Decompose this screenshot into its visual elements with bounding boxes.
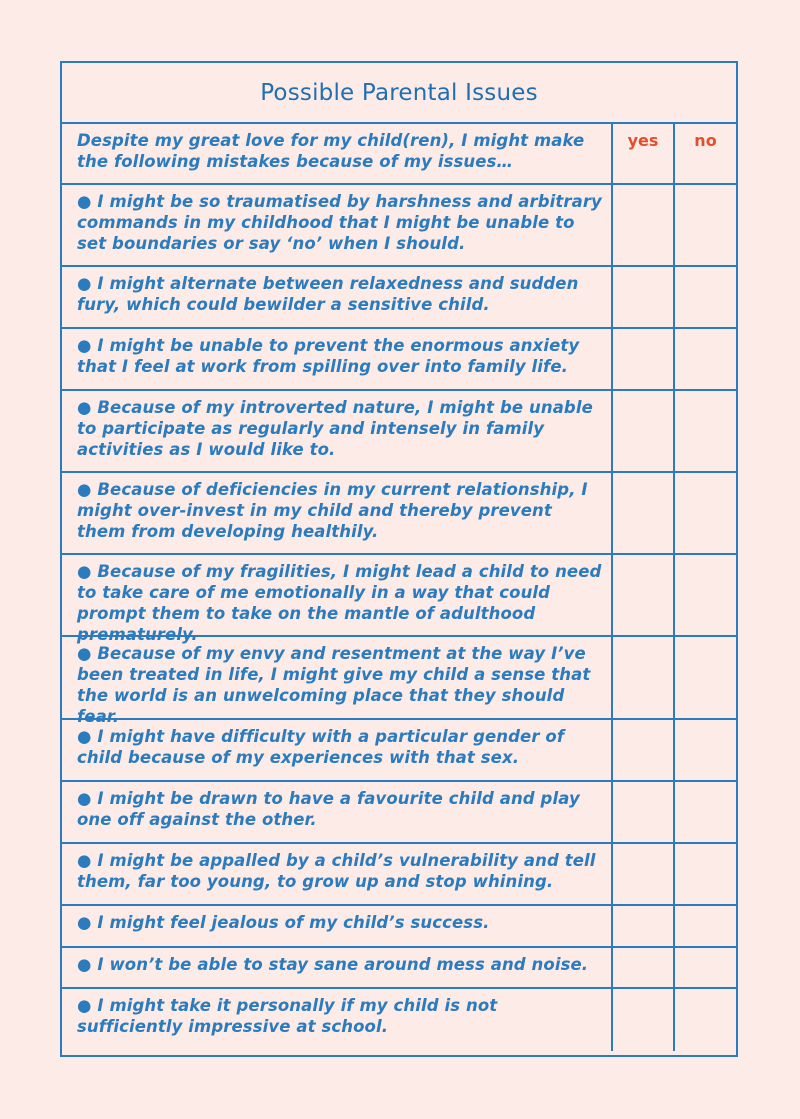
issue-label: I might be so traumatised by harshness and arbitrary commands in my childhood that I might be unable to set boundaries or say ‘no’ when I should. [77,192,602,253]
issue-text [62,720,613,780]
issue-label: Because of my envy and resentment at the way I’ve been treated in life, I might give my child a sense that the world is an unwelcoming place that they should fear. [77,644,591,726]
no-checkbox-cell[interactable] [675,185,736,265]
table-row [62,906,736,948]
no-checkbox-cell[interactable] [675,555,736,635]
issue-text [62,989,613,1051]
table-row [62,782,736,844]
no-checkbox-cell[interactable] [675,473,736,553]
table-row [62,329,736,391]
bullet-icon: ● [77,727,92,746]
title-row [62,63,736,124]
issue-text [62,391,613,471]
no-checkbox-cell[interactable] [675,267,736,327]
issue-text [62,267,613,327]
no-column-header [675,124,736,183]
yes-checkbox-cell[interactable] [613,844,675,904]
no-checkbox-cell[interactable] [675,391,736,471]
yes-checkbox-cell[interactable] [613,185,675,265]
issue-label: I might be appalled by a child’s vulnerability and tell them, far too young, to grow up and stop whining. [77,851,596,891]
table-row [62,473,736,555]
no-checkbox-cell[interactable] [675,844,736,904]
issue-text [62,329,613,389]
issue-label: I might be drawn to have a favourite child and play one off against the other. [77,789,580,829]
bullet-icon: ● [77,398,92,417]
issue-label: Because of my fragilities, I might lead a child to need to take care of me emotionally in a way that could prompt them to take on the mantle of adulthood prematurely. [77,562,602,644]
table-row [62,637,736,726]
bullet-icon: ● [77,274,92,293]
table-row [62,844,736,906]
bullet-icon: ● [77,955,92,974]
yes-checkbox-cell[interactable] [613,782,675,842]
yes-label: yes [627,131,659,150]
no-checkbox-cell[interactable] [675,782,736,842]
table-row [62,267,736,329]
table-row [62,391,736,473]
no-checkbox-cell[interactable] [675,329,736,389]
bullet-icon: ● [77,192,92,211]
no-checkbox-cell[interactable] [675,720,736,780]
table-row [62,555,736,644]
issue-text [62,637,613,726]
yes-checkbox-cell[interactable] [613,720,675,780]
issue-label: Because of my introverted nature, I might be unable to participate as regularly and intensely in family activities as I would like to. [77,398,593,459]
yes-checkbox-cell[interactable] [613,989,675,1051]
yes-checkbox-cell[interactable] [613,473,675,553]
yes-column-header [613,124,675,183]
bullet-icon: ● [77,480,92,499]
issue-label: Because of deficiencies in my current relationship, I might over-invest in my child and thereby prevent them from developing healthily. [77,480,588,541]
issue-text [62,185,613,265]
issue-label: I won’t be able to stay sane around mess and noise. [97,955,589,974]
bullet-icon: ● [77,336,92,355]
issue-text [62,782,613,842]
bullet-icon: ● [77,996,92,1015]
bullet-icon: ● [77,851,92,870]
issue-text [62,948,613,987]
yes-checkbox-cell[interactable] [613,906,675,946]
issue-text [62,906,613,946]
bullet-icon: ● [77,913,92,932]
issue-label: I might feel jealous of my child’s success. [97,913,490,932]
bullet-icon: ● [77,562,92,581]
page-title: Possible Parental Issues [260,79,538,106]
yes-checkbox-cell[interactable] [613,948,675,987]
issue-label: I might be unable to prevent the enormous anxiety that I feel at work from spilling over into family life. [77,336,580,376]
yes-checkbox-cell[interactable] [613,329,675,389]
bullet-icon: ● [77,789,92,808]
issue-text [62,844,613,904]
no-checkbox-cell[interactable] [675,989,736,1051]
table-row [62,989,736,1051]
issue-text [62,473,613,553]
issue-text [62,555,613,644]
bullet-icon: ● [77,644,92,663]
issue-label: I might have difficulty with a particular gender of child because of my experiences with that sex. [77,727,565,767]
header-row [62,124,736,185]
yes-checkbox-cell[interactable] [613,267,675,327]
intro-text: Despite my great love for my child(ren), I might make the following mistakes because of my issues… [62,124,613,183]
table-row [62,948,736,989]
yes-checkbox-cell[interactable] [613,637,675,718]
issue-label: I might take it personally if my child is not sufficiently impressive at school. [77,996,498,1036]
no-checkbox-cell[interactable] [675,637,736,718]
issue-label: I might alternate between relaxedness and sudden fury, which could bewilder a sensitive child. [77,274,579,314]
no-checkbox-cell[interactable] [675,948,736,987]
table-row [62,720,736,782]
yes-checkbox-cell[interactable] [613,555,675,635]
no-label: no [694,131,717,150]
yes-checkbox-cell[interactable] [613,391,675,471]
table-row [62,185,736,267]
no-checkbox-cell[interactable] [675,906,736,946]
checklist-table [60,61,738,1057]
